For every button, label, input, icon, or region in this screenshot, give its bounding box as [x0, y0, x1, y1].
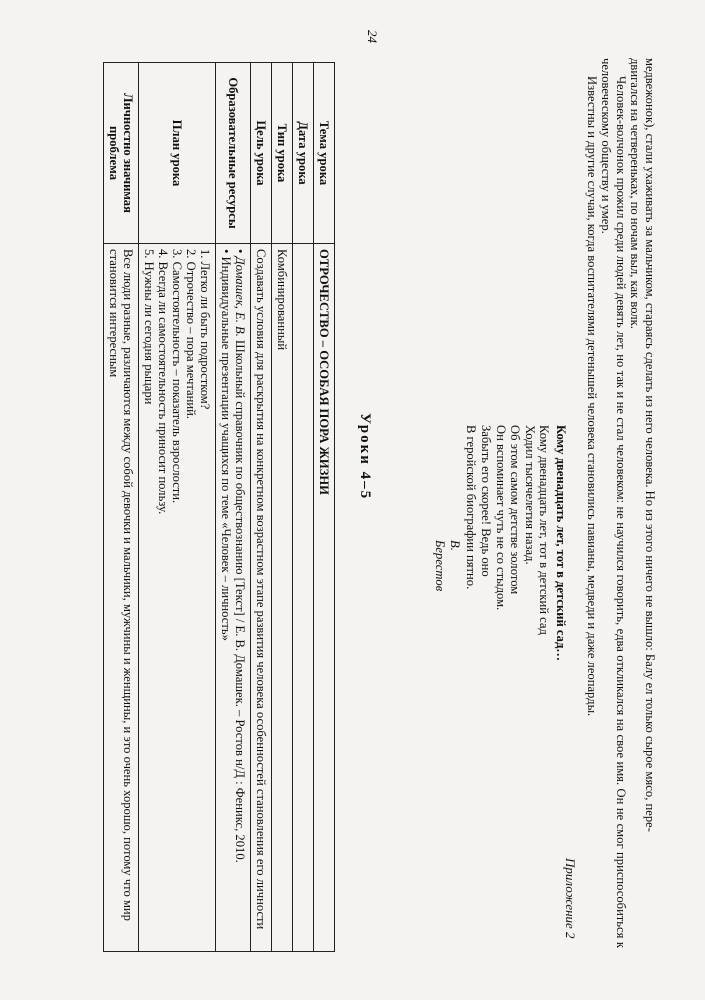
page-number: 24 [365, 30, 380, 43]
poem-line: Он вспоминает чуть не со стыдом. [493, 425, 508, 611]
table-row [293, 63, 314, 952]
plan-item: 1. Легко ли быть подростком? [198, 249, 212, 410]
lesson-plan-table [103, 62, 335, 952]
topic-value: ОТРОЧЕСТВО – ОСОБАЯ ПОРА ЖИЗНИ [314, 244, 335, 952]
intro-paragraph-3: Известны и другие случаи, когда воспитателями детенышей человека становились павианы, медведи и даже леопарды. [584, 76, 599, 717]
resource-text: Индивидуальные презентации учащихся по теме «Человек – личность» [219, 256, 233, 641]
table-row [251, 63, 272, 952]
date-label: Дата урока [293, 63, 314, 244]
resource-item: • Индивидуальные презентации учащихся по теме «Человек – личность» [219, 249, 233, 641]
resource-text: Школьный справочник по обществознанию [Текст] / Е. В. Домашек. – Ростов н/Д : Феникс, 2010. [233, 336, 247, 863]
problem-value: Все люди разные, различаются между собой девочки и мальчики, мужчины и женщины, и это очень хорошо, потому что мир становится интересным [104, 244, 139, 952]
poem-line: Кому двенадцать лет, тот в детский сад [537, 425, 552, 635]
plan-label: План урока [139, 63, 216, 244]
poem-line: Забыть его скорее! Ведь оно [479, 425, 494, 577]
plan-item: 2. Отрочество – пора мечтаний. [184, 249, 198, 419]
lesson-heading: Уроки 4–5 [357, 413, 373, 501]
intro-text [584, 58, 657, 948]
poem-title: Кому двенадцать лет, тот в детский сад… [554, 425, 568, 661]
topic-label: Тема урока [314, 63, 335, 244]
plan-item: 4. Всегда ли самостоятельность приносит пользу. [156, 249, 170, 515]
resource-item: • Домашек, Е. В. Школьный справочник по обществознанию [Текст] / Е. В. Домашек. – Ростов н/Д : Феникс, 2010. [233, 249, 247, 863]
date-value [293, 244, 314, 952]
plan-item: 5. Нужны ли сегодня рыцари [142, 249, 156, 405]
poem-line: В геройской биографии пятно. [464, 425, 479, 590]
table-row [104, 63, 139, 952]
appendix-label: Приложение 2 [563, 858, 578, 939]
table-row [216, 63, 251, 952]
type-value: Комбинированный [272, 244, 293, 952]
plan-list [142, 249, 212, 946]
poem-line: Об этом самом детстве золотом [508, 425, 523, 595]
goal-label: Цель урока [251, 63, 272, 244]
table-row [139, 63, 216, 952]
resources-value [216, 244, 251, 952]
goal-value: Создавать условия для раскрытия на конкретном возрастном этапе развития человека особенностей становления его личности [251, 244, 272, 952]
intro-paragraph-2: Человек-волчонок прожил среди людей девять лет, но так и не стал человеком: не научился говорить, едва откликался на свое имя. Он не смог приспособиться к человеческому обществу и умер. [599, 58, 628, 948]
intro-line-2: двигался на четвереньках, по ночам выл, как волк. [628, 58, 643, 329]
table-row [272, 63, 293, 952]
type-label: Тип урока [272, 63, 293, 244]
resources-label: Образовательные ресурсы [216, 63, 251, 244]
plan-item: 3. Самостоятельность – показатель взрослости. [170, 249, 184, 504]
intro-line-1: медвежонок), стали ухаживать за мальчиком, стараясь сделать из него человека. Но из этого ничего не вышло: Балу ел только сырое мясо, пере- [643, 58, 657, 832]
table-row [314, 63, 335, 952]
plan-value [139, 244, 216, 952]
poem-line: Ходил тысячелетия назад. [522, 425, 537, 565]
poem [433, 425, 568, 661]
resource-author: Домашек, Е. В. [233, 256, 247, 337]
problem-label: Личностно значимая проблема [104, 63, 139, 244]
poem-author: В. Берестов [433, 540, 462, 592]
